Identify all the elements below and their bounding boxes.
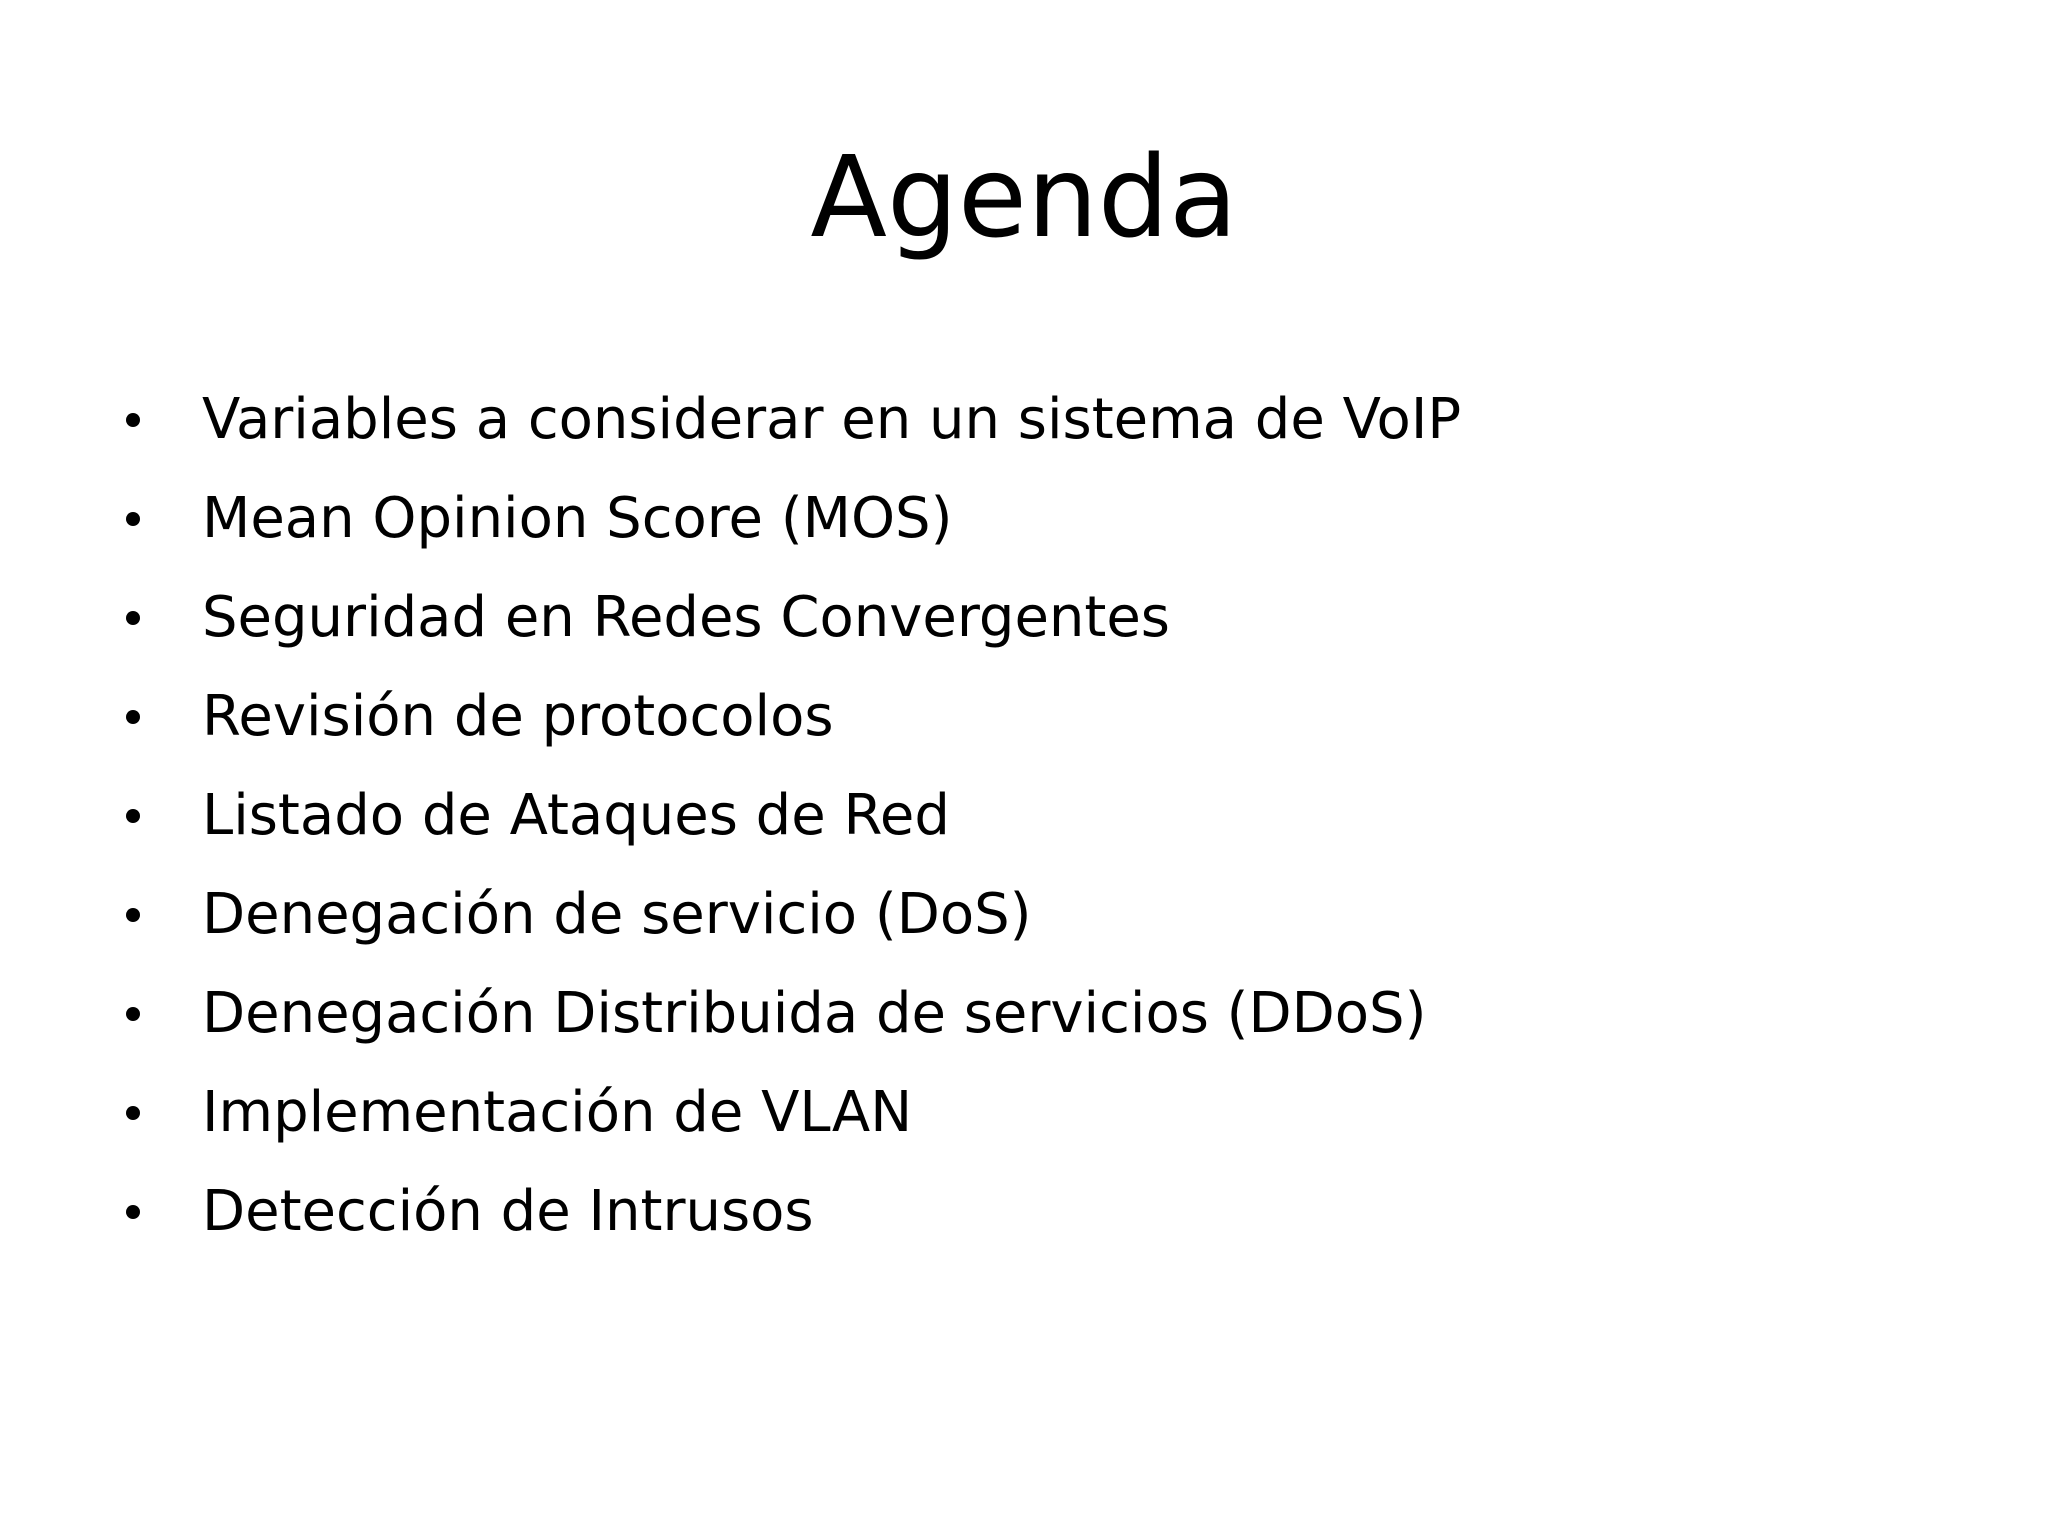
list-item [118,667,1918,766]
bullet-icon [126,1007,140,1021]
bullet-icon [126,611,140,625]
agenda-list [118,370,1918,1261]
list-item-label: Revisión de protocolos [202,684,834,749]
list-item-label: Denegación Distribuida de servicios (DDoS) [202,981,1427,1046]
list-item-label: Variables a considerar en un sistema de VoIP [202,387,1462,452]
list-item [118,766,1918,865]
list-item [118,370,1918,469]
slide-title: Agenda [810,133,1238,263]
bullet-icon [126,1205,140,1219]
list-item [118,865,1918,964]
bullet-icon [126,908,140,922]
list-item-label: Detección de Intrusos [202,1179,814,1244]
list-item-label: Listado de Ataques de Red [202,783,950,848]
list-item-label: Implementación de VLAN [202,1080,913,1145]
list-item [118,1162,1918,1261]
list-item-label: Seguridad en Redes Convergentes [202,585,1170,650]
bullet-icon [126,710,140,724]
list-item [118,964,1918,1063]
list-item [118,1063,1918,1162]
bullet-icon [126,512,140,526]
list-item-label: Mean Opinion Score (MOS) [202,486,953,551]
bullet-icon [126,809,140,823]
bullet-icon [126,1106,140,1120]
list-item-label: Denegación de servicio (DoS) [202,882,1032,947]
list-item [118,568,1918,667]
list-item [118,469,1918,568]
bullet-icon [126,413,140,427]
